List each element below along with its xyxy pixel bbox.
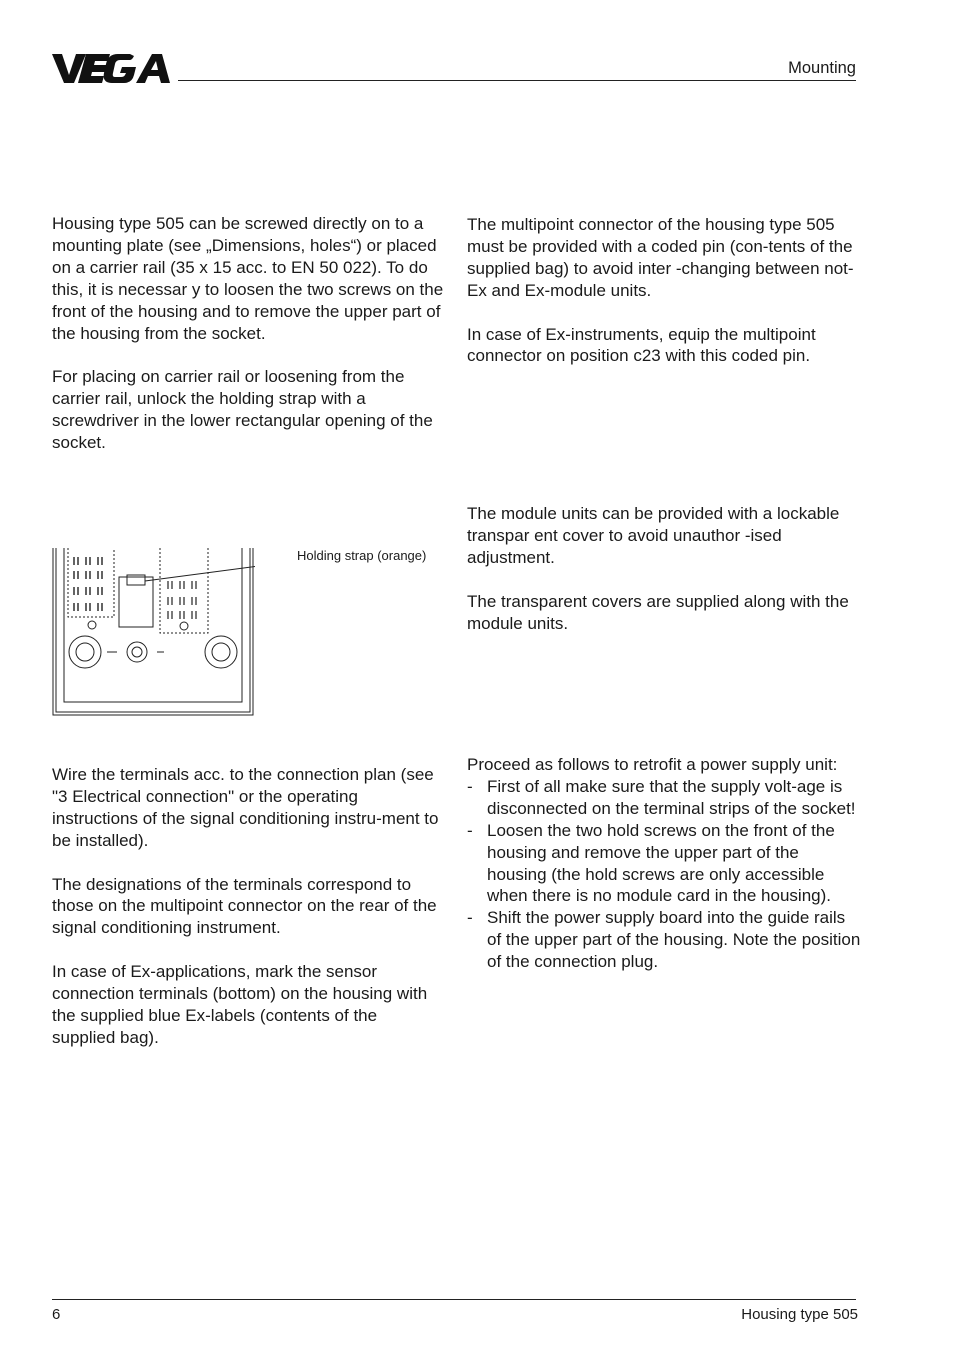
paragraph: In case of Ex-applications, mark the sensor connection terminals (bottom) on the housing with the supplied blue Ex-labels (contents of the supplied bag).: [52, 962, 428, 1047]
list-item: - First of all make sure that the supply volt-age is disconnected on the terminal strips of the socket!: [467, 776, 862, 820]
vega-logo: [52, 50, 172, 86]
paragraph: Housing type 505 can be screwed directly on to a mounting plate (see „Dimensions, holes“) or placed on a carrier rail (35 x 15 acc. to EN 50 022). To do this, it is necessar y to loosen the two screws on the front of the housing and to remove the upper part of the housing from the socket.: [52, 214, 444, 343]
paragraph: For placing on carrier rail or loosening from the carrier rail, unlock the holding strap with a screwdriver in the lower rectangular opening of the socket.: [52, 367, 433, 453]
holding-strap-callout: Holding strap (orange): [297, 548, 427, 563]
paragraph: Proceed as follows to retrofit a power supply unit:: [467, 755, 838, 774]
header-rule: [178, 80, 856, 81]
paragraph: The transparent covers are supplied along with the module units.: [467, 591, 849, 633]
retrofit-steps: [467, 776, 862, 973]
socket-drawing: [52, 547, 255, 716]
list-item: - Shift the power supply board into the guide rails of the upper part of the housing. Note the position of the connection plug.: [467, 907, 862, 973]
page-number: 6: [52, 1306, 61, 1323]
footer-rule: [52, 1299, 856, 1300]
mounting-text: [52, 213, 444, 454]
paragraph: The designations of the terminals correspond to those on the multipoint connector on the rear of the signal conditioning instrument.: [52, 874, 437, 938]
paragraph: In case of Ex-instruments, equip the multipoint connector on position c23 with this coded pin.: [467, 324, 816, 366]
paragraph: The multipoint connector of the housing type 505 must be provided with a coded pin (con-tents of the supplied bag) to avoid inter -changing between not-Ex and Ex-module units.: [467, 215, 854, 300]
paragraph: The module units can be provided with a lockable transpar ent cover to avoid unauthor -ised adjustment.: [467, 504, 840, 567]
coding-text: [467, 214, 862, 367]
document-title: Housing type 505: [741, 1306, 858, 1323]
paragraph: Wire the terminals acc. to the connection plan (see "3 Electrical connection" or the operating instructions of the signal conditioning instru-ment to be installed).: [52, 765, 439, 850]
wiring-text: [52, 764, 444, 1049]
list-item: - Loosen the two hold screws on the front of the housing and remove the upper part of the housing (the hold screws are only accessible when there is no module card in the housing).: [467, 820, 862, 908]
power-supply-text: [467, 754, 862, 973]
section-title: Mounting: [788, 59, 856, 77]
cover-text: [467, 503, 862, 634]
